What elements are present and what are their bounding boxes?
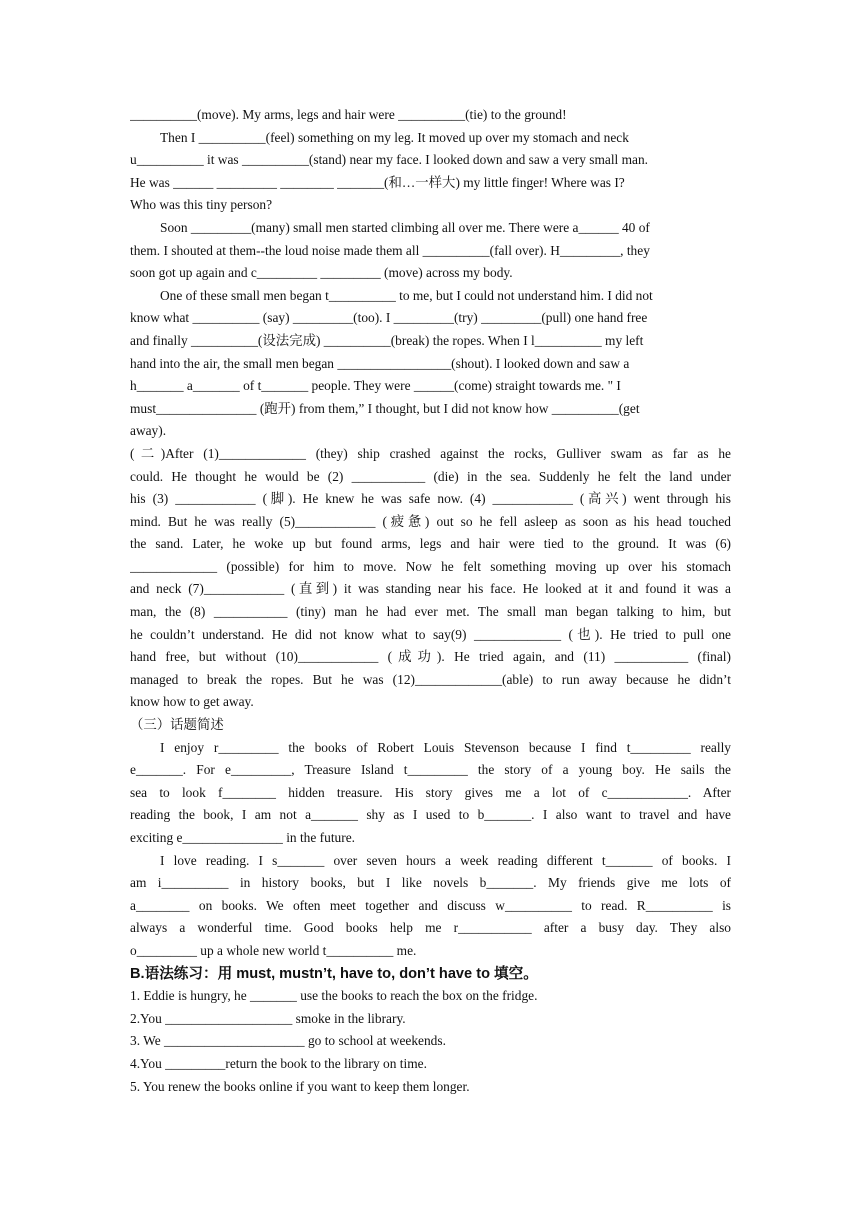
passage-gulliver-numbered <box>130 443 731 714</box>
passage-gulliver-fill-in <box>130 104 731 443</box>
passage-line: a________ on books. We often meet together and discuss w__________ to read. R__________ is <box>130 897 731 913</box>
exercise-item: 2.You ___________________ smoke in the library. <box>130 1010 406 1026</box>
topic-summary-section <box>130 714 731 963</box>
passage-line: _____________ (possible) for him to move. Now he felt something moving up over his stomach <box>130 558 731 574</box>
passage-line: e_______. For e_________, Treasure Island t_________ the story of a young boy. He sails the <box>130 762 731 778</box>
exercise-item: 5. You renew the books online if you want to keep them longer. <box>130 1078 470 1094</box>
passage-line: exciting e_______________ in the future. <box>130 830 355 845</box>
passage-line: hand into the air, the small men began _________________(shout). I looked down and saw a <box>130 355 630 371</box>
passage-line: must_______________ (跑开) from them,” I thought, but I did not know how __________(get <box>130 400 640 416</box>
passage-line: I love reading. I s_______ over seven hours a week reading different t_______ of books. I <box>160 852 731 868</box>
passage-line: away). <box>130 423 167 439</box>
passage-line: know what __________ (say) _________(too). I _________(try) _________(pull) one hand free <box>130 310 648 326</box>
passage-line: he couldn’t understand. He did not know what to say(9) _____________ (也). He tried to pull one <box>130 626 731 642</box>
passage-line: sea to look f________ hidden treasure. His story gives me a lot of c____________. After <box>130 784 731 800</box>
passage-line: (二)After (1)_____________ (they) ship crashed against the rocks, Gulliver swam as far as he <box>130 445 731 461</box>
passage-line: reading the book, I am not a_______ shy as I used to b_______. I also want to travel and have <box>130 807 731 823</box>
exercise-item: 1. Eddie is hungry, he _______ use the books to reach the box on the fridge. <box>130 988 538 1004</box>
section-title: B.语法练习：用 must, mustn’t, have to, don’t have to 填空。 <box>130 965 538 982</box>
passage-line: u__________ it was __________(stand) near my face. I looked down and saw a very small man. <box>130 152 649 168</box>
passage-line: Then I __________(feel) something on my leg. It moved up over my stomach and neck <box>160 129 629 145</box>
passage-line: I enjoy r_________ the books of Robert Louis Stevenson because I find t_________ really <box>160 739 731 755</box>
passage-line: __________(move). My arms, legs and hair were __________(tie) to the ground! <box>130 107 567 122</box>
grammar-practice-section <box>130 963 731 1099</box>
passage-line: could. He thought he would be (2) ___________ (die) in the sea. Suddenly he felt the land under <box>130 468 731 484</box>
passage-line: He was ______ _________ ________ _______(和…一样大) my little finger! Where was I? <box>130 174 625 190</box>
passage-line: know how to get away. <box>130 694 254 710</box>
passage-line: them. I shouted at them--the loud noise made them all __________(fall over). H_________, they <box>130 242 650 258</box>
passage-line: mind. But he was really (5)____________ (疲惫) out so he fell asleep as soon as his head touched <box>130 513 731 529</box>
passage-line: am i__________ in history books, but I like novels b_______. My friends give me lots of <box>130 875 731 891</box>
section-title: （三）话题简述 <box>130 717 224 733</box>
worksheet-page <box>130 104 731 1098</box>
passage-line: and finally __________(设法完成) __________(break) the ropes. When I l__________ my left <box>130 332 644 348</box>
passage-line: One of these small men began t__________ to me, but I could not understand him. I did not <box>160 287 653 303</box>
passage-line: man, the (8) ___________ (tiny) man he had ever met. The small man began talking to him, but <box>130 604 731 620</box>
passage-line: h_______ a_______ of t_______ people. They were ______(come) straight towards me. " I <box>130 378 621 394</box>
passage-line: Soon _________(many) small men started climbing all over me. There were a______ 40 of <box>160 219 650 235</box>
exercise-item: 3. We _____________________ go to school at weekends. <box>130 1033 446 1049</box>
passage-line: hand free, but without (10)____________ (成功). He tried again, and (11) ___________ (final) <box>130 649 731 665</box>
passage-line: and neck (7)____________ (直到) it was standing near his face. He looked at it and found it was a <box>130 581 731 597</box>
passage-line: o_________ up a whole new world t__________ me. <box>130 942 417 958</box>
passage-line: managed to break the ropes. But he was (12)_____________(able) to run away because he didn’t <box>130 671 731 687</box>
passage-line: always a wonderful time. Good books help me r___________ after a busy day. They also <box>130 920 731 936</box>
passage-line: his (3) ____________ (脚). He knew he was safe now. (4) ____________ (高兴) went through his <box>130 491 731 507</box>
exercise-item: 4.You _________return the book to the library on time. <box>130 1055 427 1071</box>
passage-line: Who was this tiny person? <box>130 197 273 213</box>
passage-line: the sand. Later, he woke up but found arms, legs and hair were tied to the ground. It was (6) <box>130 536 731 552</box>
passage-line: soon got up again and c_________ _________ (move) across my body. <box>130 265 513 281</box>
